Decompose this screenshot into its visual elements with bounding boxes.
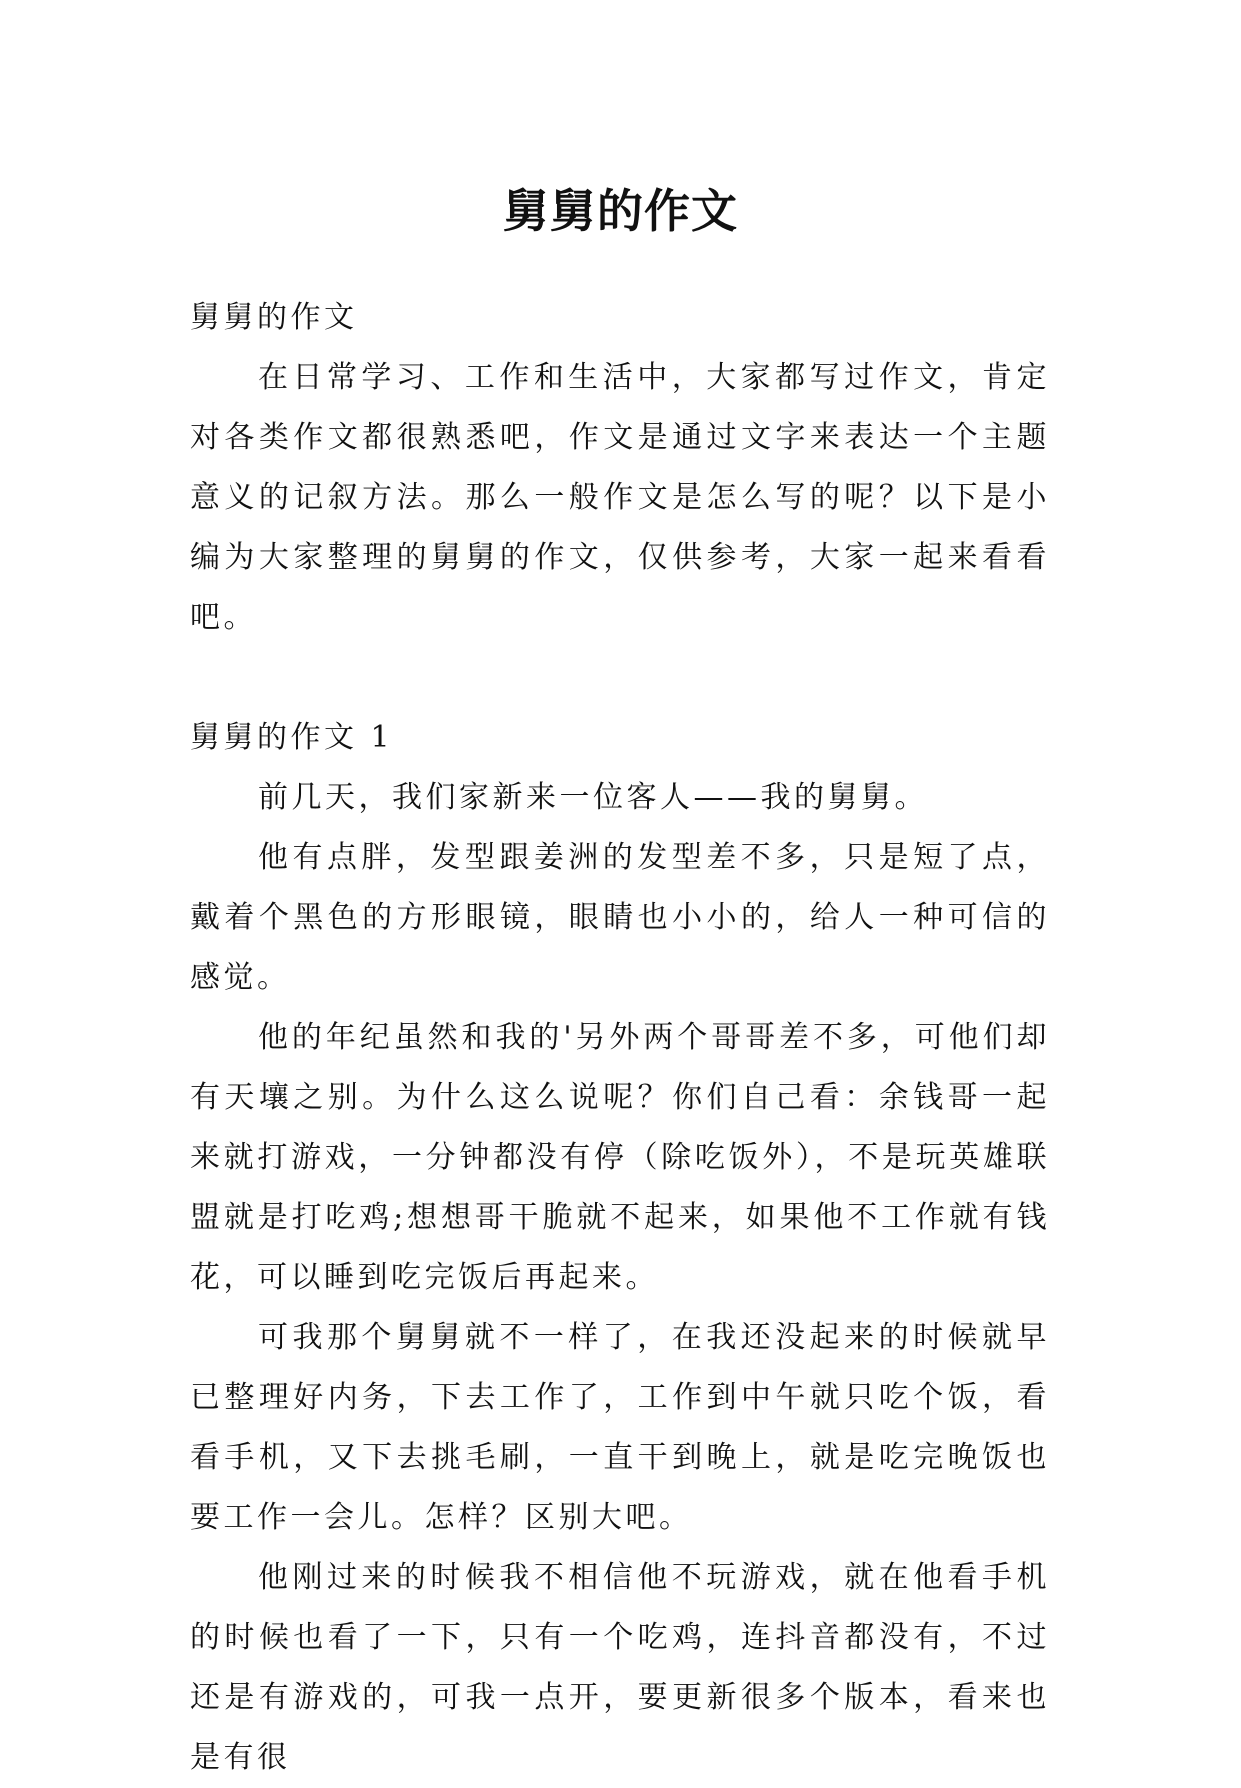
essay-paragraph-3: 他的年纪虽然和我的'另外两个哥哥差不多，可他们却有天壤之别。为什么这么说呢？你们自己看：余钱哥一起来就打游戏，一分钟都没有停（除吃饭外），不是玩英雄联盟就是打吃鸡;想想哥干脆就不起来，如果他不工作就有钱花，可以睡到吃完饭后再起来。 — [190, 1020, 1050, 1295]
intro-paragraph: 在日常学习、工作和生活中，大家都写过作文，肯定对各类作文都很熟悉吧，作文是通过文字来表达一个主题意义的记叙方法。那么一般作文是怎么写的呢？以下是小编为大家整理的舅舅的作文，仅供参考，大家一起来看看吧。 — [190, 360, 1050, 635]
document-title: 舅舅的作文 — [503, 183, 738, 238]
section-spacer — [190, 648, 1050, 708]
essay-heading: 舅舅的作文 1 — [190, 720, 394, 755]
document-body — [190, 288, 1050, 1788]
essay-paragraph-5: 他刚过来的时候我不相信他不玩游戏，就在他看手机的时候也看了一下，只有一个吃鸡，连抖音都没有，不过还是有游戏的，可我一点开，要更新很多个版本，看来也是有很 — [190, 1560, 1050, 1775]
intro-heading: 舅舅的作文 — [190, 300, 358, 335]
essay-paragraph-2: 他有点胖，发型跟姜洲的发型差不多，只是短了点，戴着个黑色的方形眼镜，眼睛也小小的，给人一种可信的感觉。 — [190, 840, 1050, 995]
essay-paragraph-4: 可我那个舅舅就不一样了，在我还没起来的时候就早已整理好内务，下去工作了，工作到中午就只吃个饭，看看手机，又下去挑毛刷，一直干到晚上，就是吃完晚饭也要工作一会儿。怎样？区别大吧。 — [190, 1320, 1050, 1535]
essay-paragraph-1: 前几天，我们家新来一位客人——我的舅舅。 — [258, 780, 928, 815]
